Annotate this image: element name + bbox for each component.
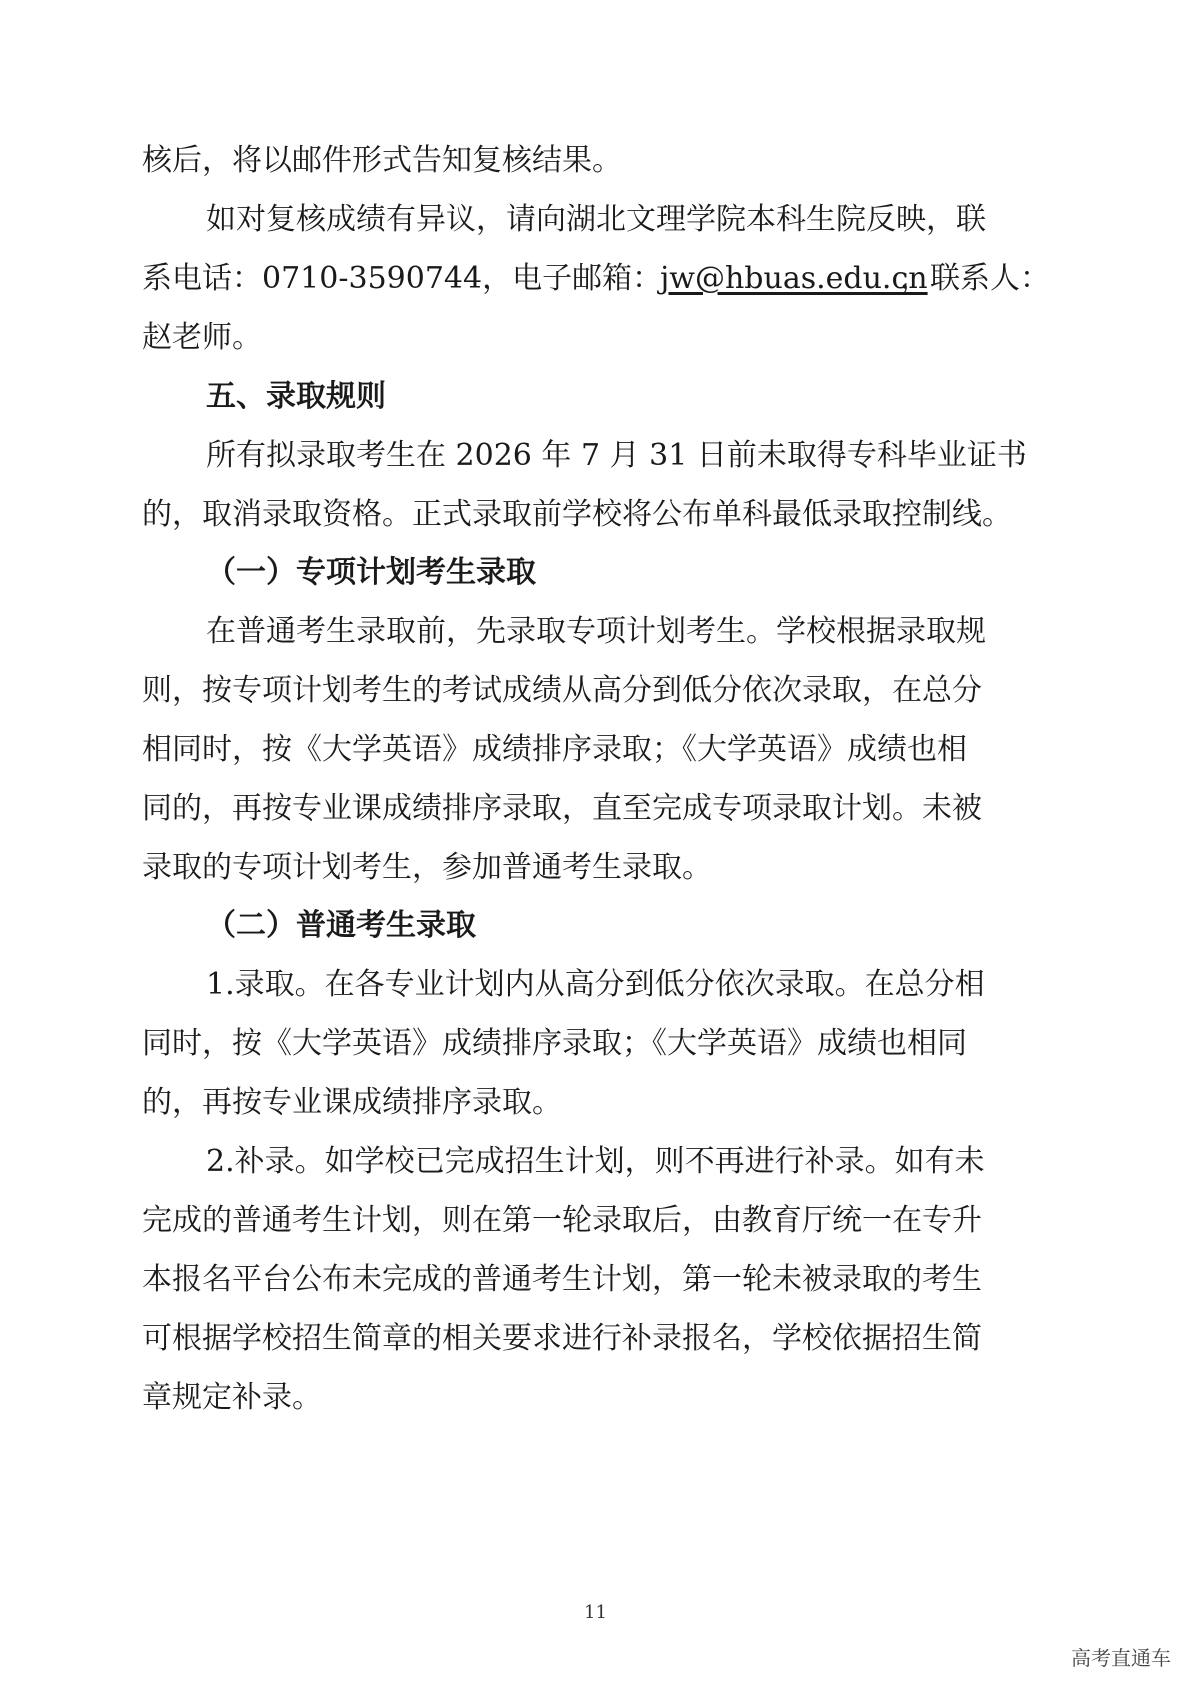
text-line: 系电话：0710-3590744，电子邮箱： [142, 261, 663, 296]
section-heading [0, 377, 1191, 417]
paragraph-line [0, 141, 1191, 181]
text-line: 同的，再按专业课成绩排序录取，直至完成专项录取计划。未被 [142, 791, 982, 826]
watermark: 高考直通车 [1071, 1646, 1171, 1670]
text-line: 完成的普通考生计划，则在第一轮录取后，由教育厅统一在专升 [142, 1203, 982, 1238]
heading-text: 五、录取规则 [206, 379, 386, 414]
paragraph-line [0, 1260, 1191, 1300]
text-line: 章规定补录。 [142, 1380, 322, 1415]
text-line: 的，取消录取资格。正式录取前学校将公布单科最低录取控制线。 [142, 497, 1012, 532]
text-line: 可根据学校招生简章的相关要求进行补录报名，学校依据招生简 [142, 1321, 982, 1356]
text-line: 录取的专项计划考生，参加普通考生录取。 [142, 850, 712, 885]
text-line: ，联系人： [900, 261, 1050, 296]
text-line: 1.录取。在各专业计划内从高分到低分依次录取。在总分相 [206, 967, 985, 1002]
subsection-heading [0, 553, 1191, 593]
paragraph-line [0, 495, 1191, 535]
text-line: 本报名平台公布未完成的普通考生计划，第一轮未被录取的考生 [142, 1262, 982, 1297]
heading-text: （二）普通考生录取 [206, 908, 476, 943]
paragraph-line [0, 436, 1191, 476]
paragraph-line [0, 1024, 1191, 1064]
heading-text: （一）专项计划考生录取 [206, 555, 536, 590]
text-line: 同时，按《大学英语》成绩排序录取；《大学英语》成绩也相同 [142, 1026, 967, 1061]
text-line: 的，再按专业课成绩排序录取。 [142, 1085, 562, 1120]
text-line: 则，按专项计划考生的考试成绩从高分到低分依次录取，在总分 [142, 673, 982, 708]
paragraph-line [0, 200, 1191, 240]
text-line: 所有拟录取考生在 2026 年 7 月 31 日前未取得专科毕业证书 [206, 438, 1027, 473]
paragraph-line [0, 1378, 1191, 1418]
text-line: 如对复核成绩有异议，请向湖北文理学院本科生院反映，联 [206, 202, 986, 237]
paragraph-line [0, 1319, 1191, 1359]
paragraph-line [0, 965, 1191, 1005]
text-line: 核后，将以邮件形式告知复核结果。 [142, 143, 622, 178]
text-line: 相同时，按《大学英语》成绩排序录取；《大学英语》成绩也相 [142, 732, 967, 767]
paragraph-line [0, 1142, 1191, 1182]
subsection-heading [0, 906, 1191, 946]
paragraph-line [0, 671, 1191, 711]
text-line: 在普通考生录取前，先录取专项计划考生。学校根据录取规 [206, 614, 986, 649]
text-line: 赵老师。 [142, 320, 262, 355]
paragraph-line [0, 1083, 1191, 1123]
paragraph-line [0, 730, 1191, 770]
paragraph-line [0, 789, 1191, 829]
paragraph-line [0, 612, 1191, 652]
paragraph-line [0, 318, 1191, 358]
paragraph-line [0, 1201, 1191, 1241]
paragraph-line [0, 259, 1191, 299]
text-line: 2.补录。如学校已完成招生计划，则不再进行补录。如有未 [206, 1144, 985, 1179]
page-number: 11 [584, 1602, 607, 1623]
paragraph-line [0, 848, 1191, 888]
email-link[interactable]: jw@hbuas.edu.cn [660, 261, 928, 296]
